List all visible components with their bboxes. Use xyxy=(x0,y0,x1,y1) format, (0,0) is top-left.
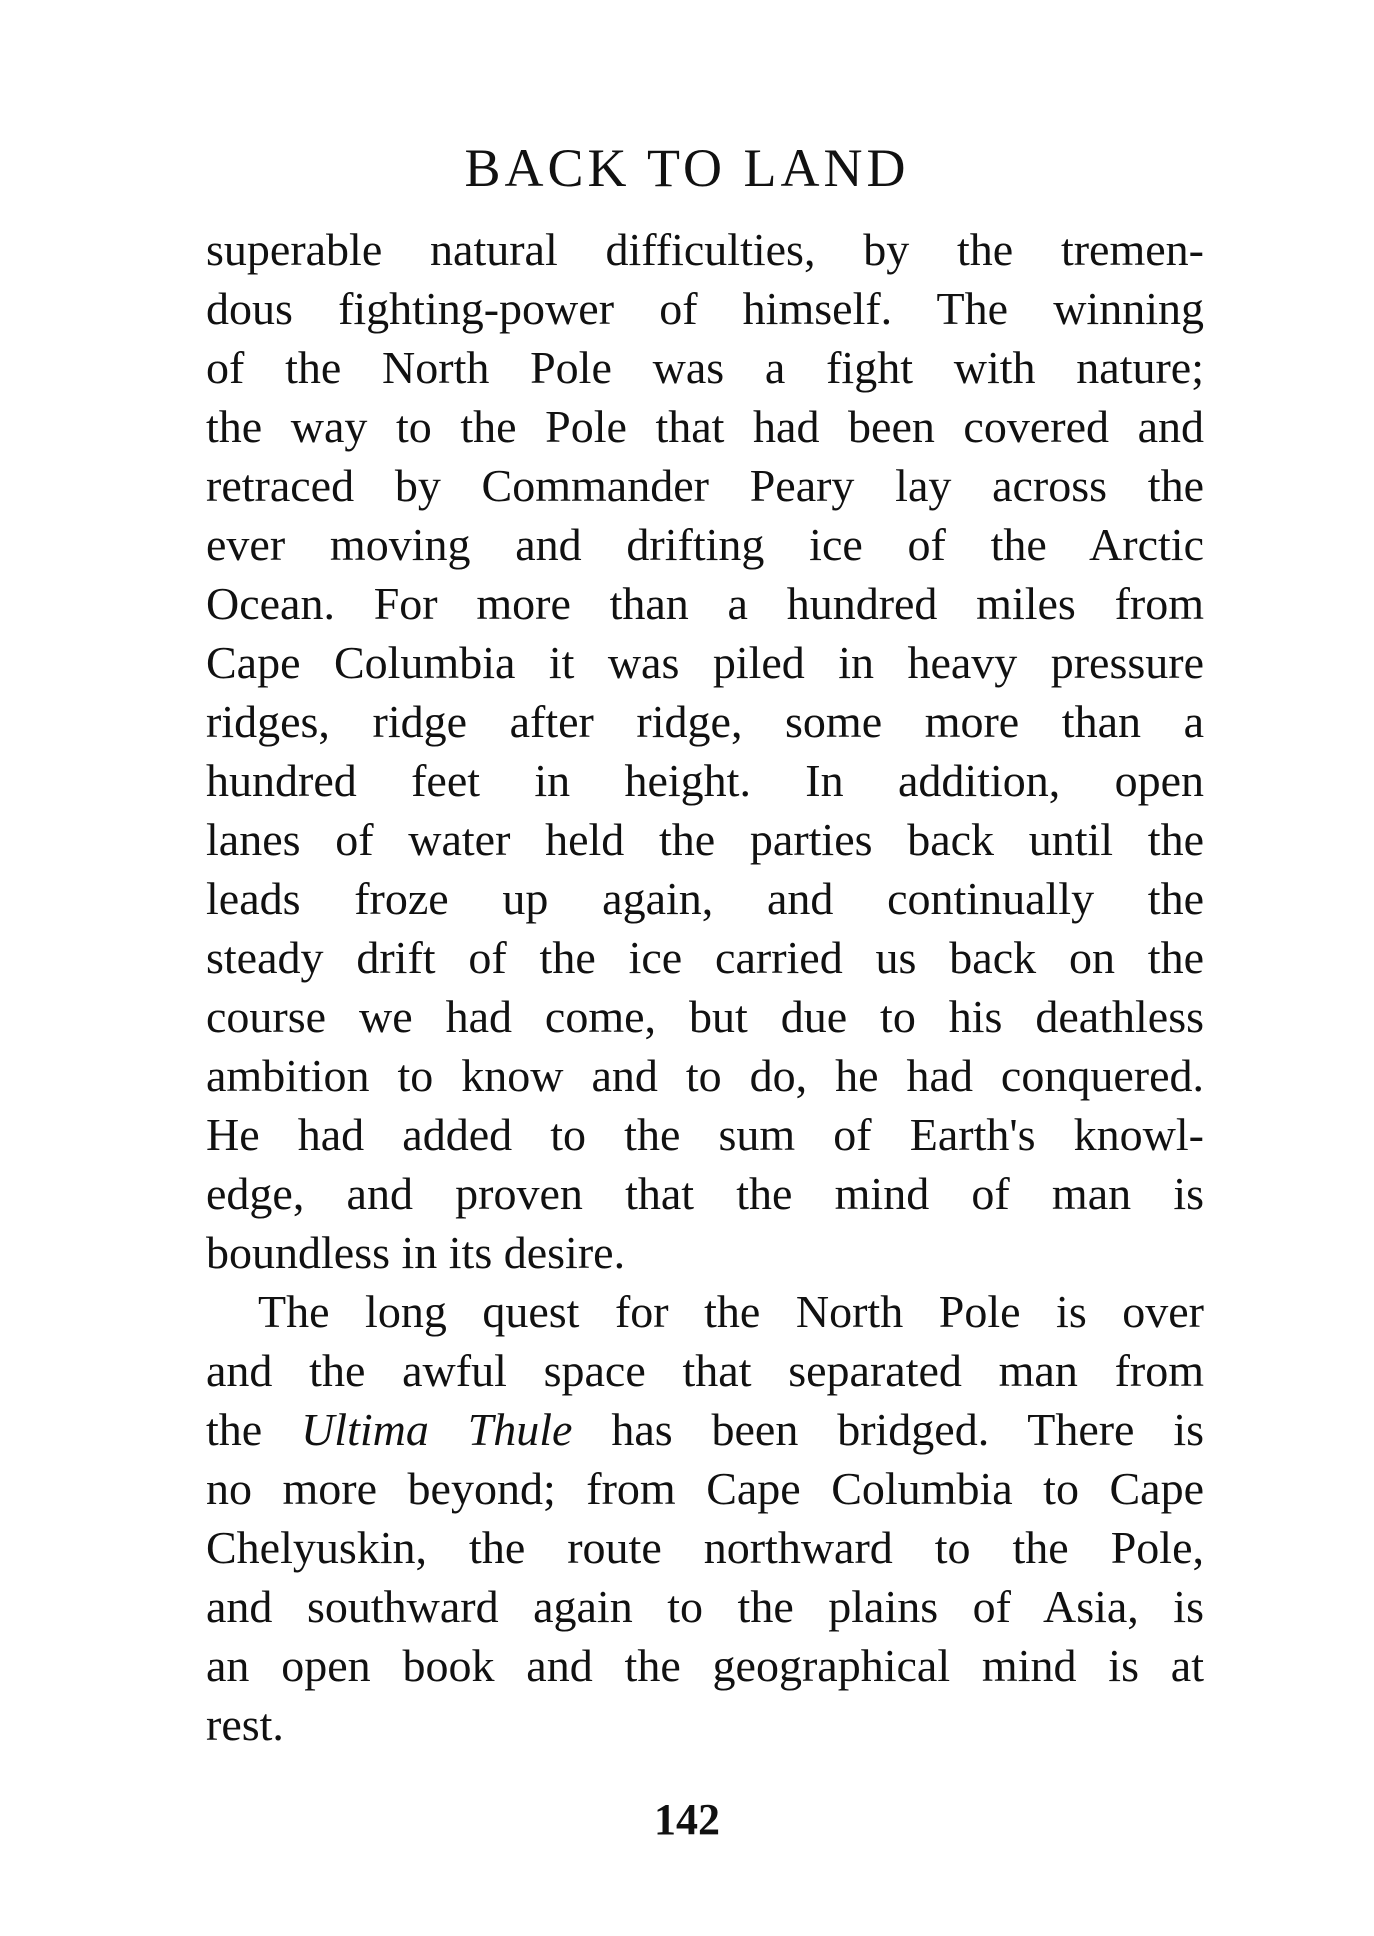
text-run: the xyxy=(206,1404,302,1455)
text-line: hundred feet in height. In addition, open xyxy=(206,755,1204,806)
running-head-title: BACK TO LAND xyxy=(464,138,910,198)
page-number: 142 xyxy=(654,1795,720,1844)
text-line: the way to the Pole that had been covered and xyxy=(206,401,1204,452)
text-line: The long quest for the North Pole is over xyxy=(258,1286,1204,1337)
text-line: He had added to the sum of Earth's knowl- xyxy=(206,1109,1204,1160)
text-line: no more beyond; from Cape Columbia to Cape xyxy=(206,1463,1204,1514)
text-line: edge, and proven that the mind of man is xyxy=(206,1168,1204,1219)
text-line-italic xyxy=(206,1400,1204,1460)
text-line: steady drift of the ice carried us back on the xyxy=(206,932,1204,983)
text-line: Ocean. For more than a hundred miles from xyxy=(206,578,1204,629)
text-line: retraced by Commander Peary lay across the xyxy=(206,460,1204,511)
text-run: has been bridged. There is xyxy=(572,1404,1205,1455)
text-line: dous fighting-power of himself. The winning xyxy=(206,283,1204,334)
text-line: ridges, ridge after ridge, some more than a xyxy=(206,696,1204,747)
text-line: and the awful space that separated man from xyxy=(206,1345,1204,1396)
text-line: course we had come, but due to his deathless xyxy=(206,991,1204,1042)
text-line: superable natural difficulties, by the tremen- xyxy=(206,224,1204,275)
italic-title: Ultima Thule xyxy=(301,1404,573,1455)
text-line: lanes of water held the parties back until the xyxy=(206,814,1204,865)
text-line: of the North Pole was a fight with nature; xyxy=(206,342,1204,393)
text-line: Cape Columbia it was piled in heavy pressure xyxy=(206,637,1204,688)
text-line: ever moving and drifting ice of the Arctic xyxy=(206,519,1204,570)
text-line: an open book and the geographical mind is at xyxy=(206,1640,1204,1691)
text-line: ambition to know and to do, he had conquered. xyxy=(206,1050,1204,1101)
text-line: Chelyuskin, the route northward to the Pole, xyxy=(206,1522,1204,1573)
text-line: boundless in its desire. xyxy=(206,1227,626,1278)
text-line: leads froze up again, and continually the xyxy=(206,873,1204,924)
text-line: and southward again to the plains of Asia, is xyxy=(206,1581,1204,1632)
text-line: rest. xyxy=(206,1699,284,1750)
